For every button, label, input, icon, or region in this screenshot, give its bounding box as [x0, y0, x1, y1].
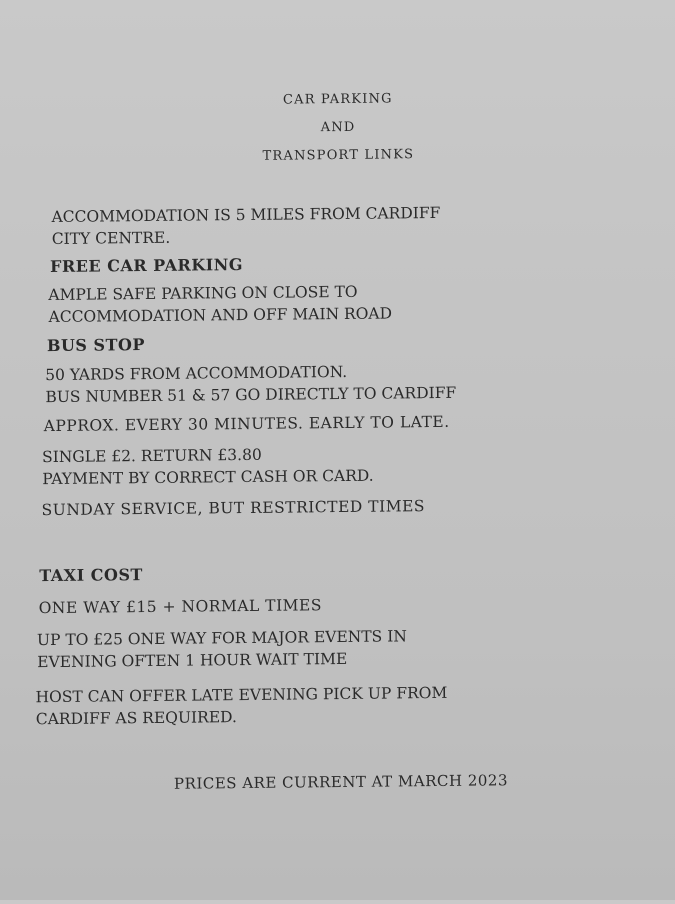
location-line-2: CITY CENTRE. — [51, 228, 171, 249]
taxi-host-line-1: HOST CAN OFFER LATE EVENING PICK UP FROM — [35, 683, 448, 707]
title-line-1: CAR PARKING — [282, 91, 393, 108]
bus-line-1: 50 YARDS FROM ACCOMMODATION. — [45, 362, 348, 385]
location-paragraph — [51, 202, 440, 250]
bus-fares-paragraph — [42, 443, 374, 490]
taxi-events-line-1: UP TO £25 ONE WAY FOR MAJOR EVENTS IN — [36, 627, 407, 650]
taxi-normal: ONE WAY £15 + NORMAL TIMES — [38, 596, 323, 618]
bus-heading: BUS STOP — [46, 335, 146, 356]
taxi-events-line-2: EVENING OFTEN 1 HOUR WAIT TIME — [37, 649, 348, 672]
bus-line-2: BUS NUMBER 51 & 57 GO DIRECTLY TO CARDIFF — [45, 383, 457, 407]
title-line-2: AND — [320, 119, 356, 136]
taxi-events-paragraph — [37, 625, 407, 673]
prices-note: PRICES ARE CURRENT AT MARCH 2023 — [173, 771, 509, 793]
bus-fares: SINGLE £2. RETURN £3.80 — [41, 445, 262, 467]
bus-paragraph — [45, 360, 456, 408]
bus-payment: PAYMENT BY CORRECT CASH OR CARD. — [42, 466, 374, 489]
taxi-heading: TAXI COST — [39, 565, 143, 586]
taxi-host-paragraph — [35, 682, 447, 730]
parking-paragraph — [48, 280, 392, 328]
bus-sunday: SUNDAY SERVICE, BUT RESTRICTED TIMES — [41, 497, 426, 520]
parking-line-1: AMPLE SAFE PARKING ON CLOSE TO — [48, 282, 358, 305]
location-line-1: ACCOMMODATION IS 5 MILES FROM CARDIFF — [51, 203, 441, 227]
taxi-host-line-2: CARDIFF AS REQUIRED. — [35, 708, 238, 729]
parking-heading: FREE CAR PARKING — [49, 255, 244, 277]
bus-frequency: APPROX. EVERY 30 MINUTES. EARLY TO LATE. — [43, 412, 450, 436]
title-line-3: TRANSPORT LINKS — [262, 147, 415, 164]
parking-line-2: ACCOMMODATION AND OFF MAIN ROAD — [48, 304, 393, 327]
